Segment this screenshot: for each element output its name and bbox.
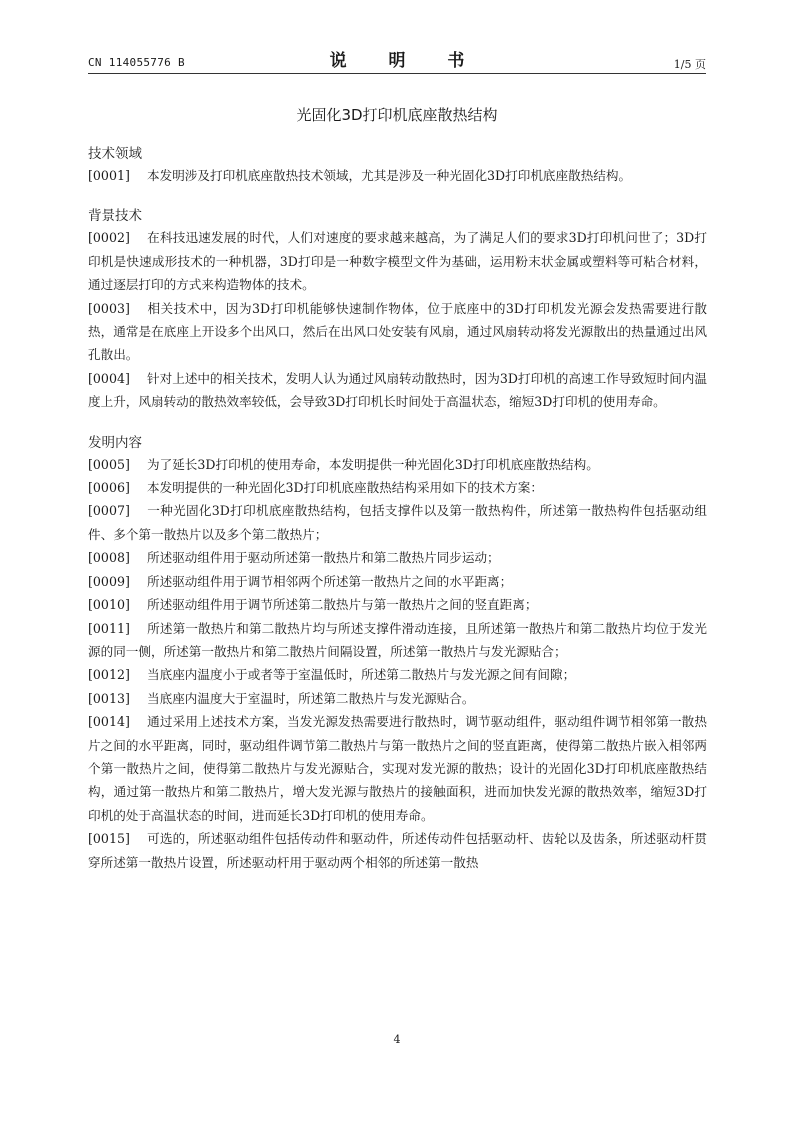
paragraph-text: 当底座内温度小于或者等于室温低时，所述第二散热片与发光源之间有间隙；: [147, 667, 576, 683]
section-heading-summary: 发明内容: [88, 434, 142, 451]
paragraph: [88, 570, 707, 593]
paragraph: [88, 546, 707, 569]
paragraph: [88, 663, 707, 686]
paragraph-text: 所述驱动组件用于调节相邻两个所述第一散热片之间的水平距离；: [147, 573, 513, 589]
description-body: [88, 144, 707, 874]
paragraph: [88, 710, 707, 827]
paragraph-text: 当底座内温度大于室温时，所述第二散热片与发光源贴合。: [147, 690, 475, 706]
paragraph-number: [0015]: [88, 831, 130, 847]
paragraph-number: [0005]: [88, 456, 130, 472]
paragraph: [88, 617, 707, 664]
paragraph-text: 针对上述中的相关技术，发明人认为通过风扇转动散热时，因为3D打印机的高速工作导致短时间内温度上升，风扇转动的散热效率较低，会导致3D打印机长时间处于高温状态，缩短3D打印机的使用寿命。: [88, 370, 707, 410]
paragraph: [88, 367, 707, 414]
paragraph-number: [0008]: [88, 550, 130, 566]
section-heading-technical-field: 技术领域: [88, 146, 142, 162]
paragraph: [88, 687, 707, 710]
paragraph-text: 相关技术中，因为3D打印机能够快速制作物体，位于底座中的3D打印机发光源会发热需要进行散热，通常是在底座上开设多个出风口，然后在出风口处安装有风扇，通过风扇转动将发光源散出的热量通过出风孔散出。: [88, 300, 707, 363]
paragraph-text: 所述驱动组件用于驱动所述第一散热片和第二散热片同步运动；: [147, 550, 500, 566]
paragraph-text: 可选的，所述驱动组件包括传动件和驱动件，所述传动件包括驱动杆、齿轮以及齿条，所述驱动杆贯穿所述第一散热片设置，所述驱动杆用于驱动两个相邻的所述第一散热: [88, 831, 707, 870]
page-indicator: 1/5 页: [673, 58, 706, 71]
invention-title: 光固化3D打印机底座散热结构: [296, 106, 498, 124]
paragraph-number: [0006]: [88, 480, 130, 496]
paragraph: [88, 593, 707, 616]
paragraph-text: 为了延长3D打印机的使用寿命，本发明提供一种光固化3D打印机底座散热结构。: [147, 456, 599, 472]
paragraph: [88, 164, 707, 187]
paragraph-number: [0009]: [88, 573, 130, 589]
paragraph-text: 通过采用上述技术方案，当发光源发热需要进行散热时，调节驱动组件，驱动组件调节相邻第一散热片之间的水平距离，同时，驱动组件调节第二散热片与第一散热片之间的竖直距离，使得第二散热片嵌入相邻两个第一散热片之间，使得第二散热片与发光源贴合，实现对发光源的散热；设计的光固化3D打印机底座散热结构，通过第一散热片和第二散热片，增大发光源与散热片的接触面积，进而加快发光源的散热效率，缩短3D打印机的处于高温状态的时间，进而延长3D打印机的使用寿命。: [88, 714, 707, 823]
paragraph-number: [0013]: [88, 690, 130, 706]
paragraph-text: 本发明涉及打印机底座散热技术领域，尤其是涉及一种光固化3D打印机底座散热结构。: [147, 168, 632, 183]
paragraph-number: [0003]: [88, 300, 130, 316]
header-divider: [88, 73, 706, 74]
paragraph-text: 一种光固化3D打印机底座散热结构，包括支撑件以及第一散热构件，所述第一散热构件包括驱动组件、多个第一散热片以及多个第二散热片；: [88, 503, 707, 542]
paragraph-text: 所述第一散热片和第二散热片均与所述支撑件滑动连接，且所述第一散热片和第二散热片均位于发光源的同一侧，所述第一散热片和第二散热片间隔设置，所述第一散热片与发光源贴合；: [88, 620, 707, 659]
paragraph: [88, 827, 707, 874]
paragraph-number: [0011]: [88, 620, 130, 636]
paragraph-text: 本发明提供的一种光固化3D打印机底座散热结构采用如下的技术方案：: [147, 480, 543, 496]
paragraph-text: 在科技迅速发展的时代，人们对速度的要求越来越高，为了满足人们的要求3D打印机问世了；3D打印机是快速成形技术的一种机器，3D打印是一种数字模型文件为基础，运用粉末状金属或塑料等可粘合材料，通过逐层打印的方式来构造物体的技术。: [88, 230, 707, 293]
paragraph: [88, 297, 707, 367]
paragraph-number: [0014]: [88, 714, 130, 730]
paragraph: [88, 453, 707, 476]
patent-number: CN 114055776 B: [88, 56, 185, 69]
paragraph: [88, 226, 707, 296]
paragraph-number: [0007]: [88, 503, 130, 519]
page-number: 4: [393, 1033, 401, 1046]
paragraph-number: [0002]: [88, 230, 130, 246]
paragraph: [88, 499, 707, 546]
paragraph: [88, 476, 707, 499]
document-type-heading: 说 明 书: [329, 51, 483, 71]
paragraph-number: [0004]: [88, 370, 130, 386]
paragraph-number: [0010]: [88, 597, 130, 613]
paragraph-number: [0012]: [88, 667, 130, 683]
section-heading-background: 背景技术: [88, 208, 142, 225]
paragraph-number: [0001]: [88, 168, 130, 183]
paragraph-text: 所述驱动组件用于调节所述第二散热片与第一散热片之间的竖直距离；: [147, 597, 538, 613]
